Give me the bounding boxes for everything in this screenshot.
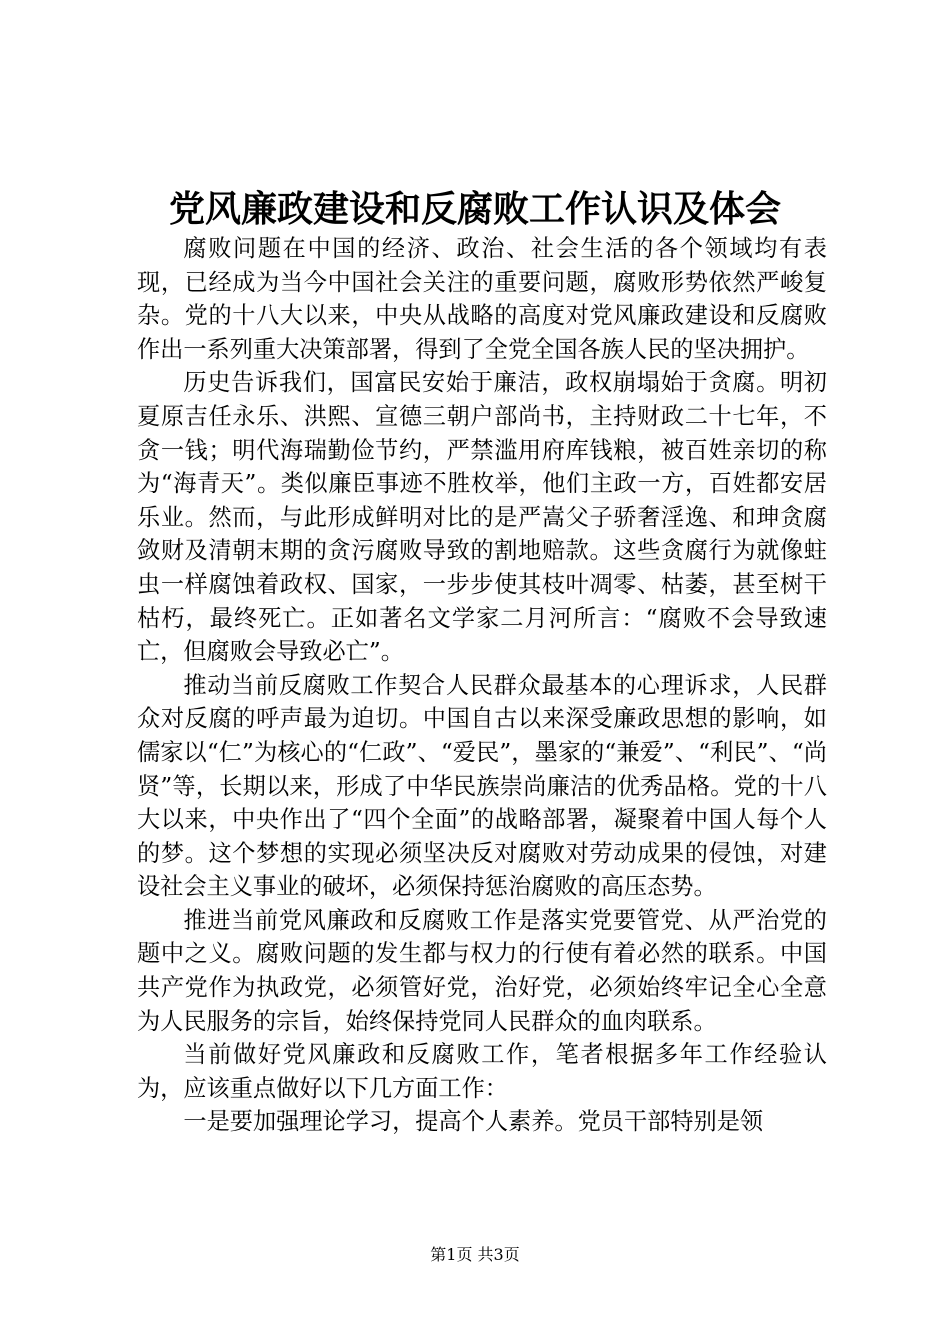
document-title: 党风廉政建设和反腐败工作认识及体会 — [168, 188, 781, 230]
paragraph: 推进当前党风廉政和反腐败工作是落实党要管党、从严治党的题中之义。腐败问题的发生都与权力的行使有着必然的联系。中国共产党作为执政党，必须管好党，治好党，必须始终牢记全心全意为人民服务的宗旨，始终保持党同人民群众的血肉联系。 — [137, 906, 827, 1035]
paragraph: 当前做好党风廉政和反腐败工作，笔者根据多年工作经验认为，应该重点做好以下几方面工作： — [137, 1041, 827, 1102]
paragraph: 历史告诉我们，国富民安始于廉洁，政权崩塌始于贪腐。明初夏原吉任永乐、洪熙、宣德三朝户部尚书，主持财政二十七年，不贪一钱；明代海瑞勤俭节约，严禁滥用府库钱粮，被百姓亲切的称为“海青天”。类似廉臣事迹不胜枚举，他们主政一方，百姓都安居乐业。然而，与此形成鲜明对比的是严嵩父子骄奢淫逸、和珅贪腐敛财及清朝末期的贪污腐败导致的割地赔款。这些贪腐行为就像蛀虫一样腐蚀着政权、国家，一步步使其枝叶凋零、枯萎，甚至树干枯朽，最终死亡。正如著名文学家二月河所言：“腐败不会导致速亡，但腐败会导致必亡”。 — [137, 369, 827, 666]
paragraph: 一是要加强理论学习，提高个人素养。党员干部特别是领 — [183, 1108, 764, 1136]
page-number-footer: 第1页 共3页 — [430, 1245, 520, 1264]
document-body — [137, 232, 827, 1139]
paragraph: 腐败问题在中国的经济、政治、社会生活的各个领域均有表现，已经成为当今中国社会关注的重要问题，腐败形势依然严峻复杂。党的十八大以来，中央从战略的高度对党风廉政建设和反腐败作出一系列重大决策部署，得到了全党全国各族人民的坚决拥护。 — [137, 235, 827, 363]
paragraph: 推动当前反腐败工作契合人民群众最基本的心理诉求，人民群众对反腐的呼声最为迫切。中国自古以来深受廉政思想的影响，如儒家以“仁”为核心的“仁政”、“爱民”，墨家的“兼爱”、“利民”、“尚贤”等，长期以来，形成了中华民族崇尚廉洁的优秀品格。党的十八大以来，中央作出了“四个全面”的战略部署，凝聚着中国人每个人的梦。这个梦想的实现必须坚决反对腐败对劳动成果的侵蚀，对建设社会主义事业的破坏，必须保持惩治腐败的高压态势。 — [137, 671, 827, 901]
